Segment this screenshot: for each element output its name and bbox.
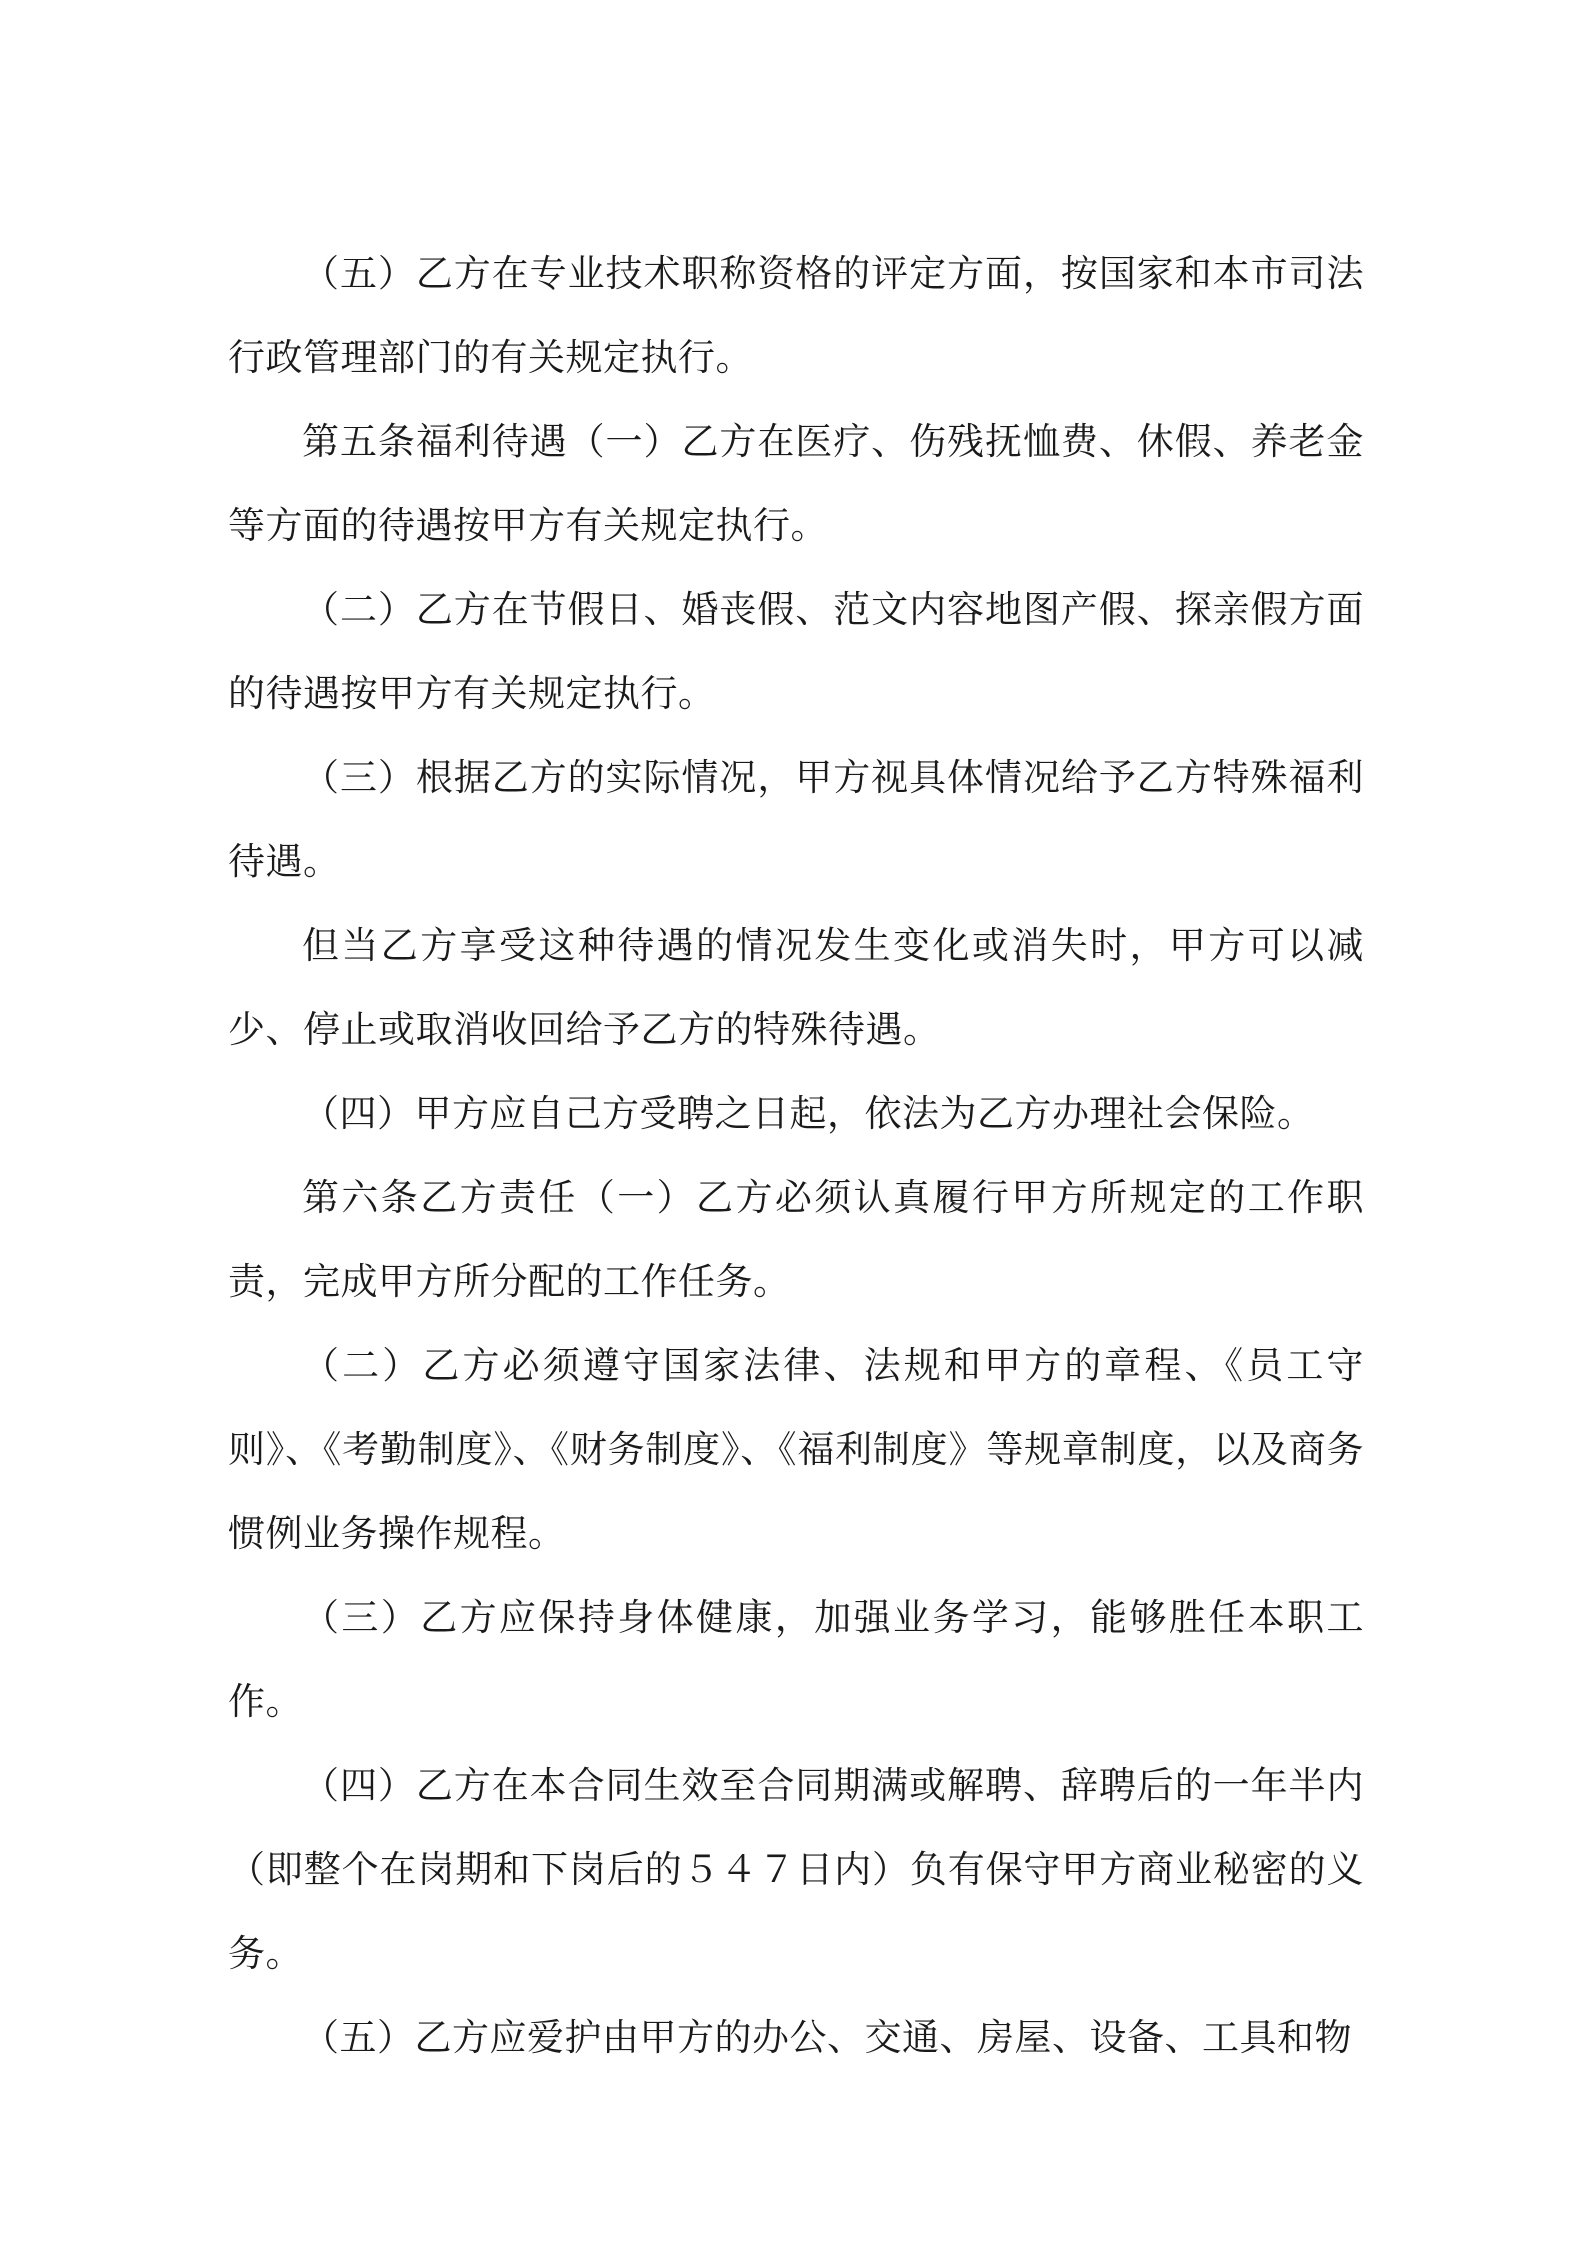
paragraph-holiday-leave: （二）乙方在节假日、婚丧假、范文内容地图产假、探亲假方面的待遇按甲方有关规定执行。 [228,588,1364,715]
paragraph-qualification-evaluation: （五）乙方在专业技术职称资格的评定方面，按国家和本市司法行政管理部门的有关规定执行。 [228,252,1364,379]
paragraph-welfare-change: 但当乙方享受这种待遇的情况发生变化或消失时，甲方可以减少、停止或取消收回给予乙方的特殊待遇。 [228,924,1364,1051]
paragraph-health-study: （三）乙方应保持身体健康，加强业务学习，能够胜任本职工作。 [228,1596,1364,1723]
paragraph-article-5-welfare: 第五条福利待遇（一）乙方在医疗、伤残抚恤费、休假、养老金等方面的待遇按甲方有关规定执行。 [228,420,1364,547]
paragraph-confidentiality: （四）乙方在本合同生效至合同期满或解聘、辞聘后的一年半内（即整个在岗期和下岗后的５４７日内）负有保守甲方商业秘密的义务。 [228,1764,1364,1975]
paragraph-rules-compliance: （二）乙方必须遵守国家法律、法规和甲方的章程、《员工守则》、《考勤制度》、《财务制度》、《福利制度》等规章制度，以及商务惯例业务操作规程。 [228,1344,1364,1555]
document-body [228,232,1364,2080]
paragraph-article-6-duties: 第六条乙方责任（一）乙方必须认真履行甲方所规定的工作职责，完成甲方所分配的工作任务。 [228,1176,1364,1303]
paragraph-social-insurance: （四）甲方应自己方受聘之日起，依法为乙方办理社会保险。 [302,1092,1315,1135]
paragraph-property-care: （五）乙方应爱护由甲方的办公、交通、房屋、设备、工具和物 [302,2016,1352,2059]
paragraph-special-welfare: （三）根据乙方的实际情况，甲方视具体情况给予乙方特殊福利待遇。 [228,756,1364,883]
